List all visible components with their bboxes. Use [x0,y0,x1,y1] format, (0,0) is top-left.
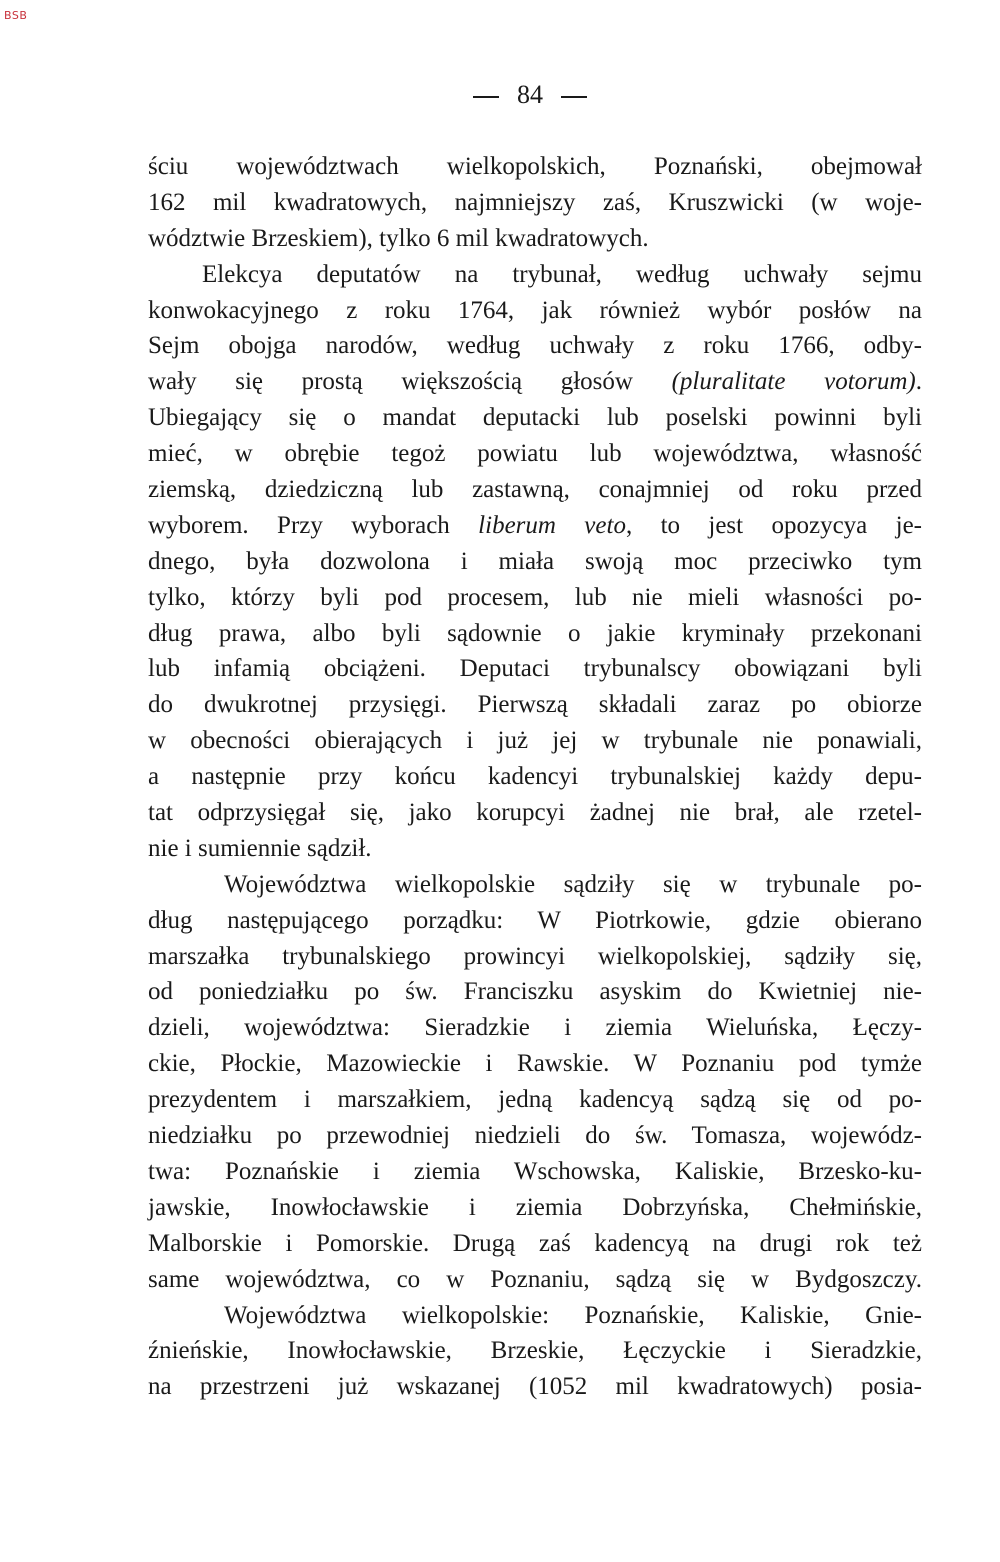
text-line: niedziałku po przewodniej niedzieli do św. Tomasza, wojewódz- [148,1122,922,1150]
text-line: Elekcya deputatów na trybunał, według uchwały sejmu [202,260,922,288]
text-line: dług prawa, albo byli sądownie o jakie kryminały przekonani [148,619,922,647]
text-line: w obecności obierających i już jej w trybunale nie ponawiali, [148,727,922,755]
library-watermark: BSB [4,9,28,22]
text-line: ściu województwach wielkopolskich, Poznański, obejmował [148,153,922,180]
text-line: od poniedziałku po św. Franciszku asyskim do Kwietniej nie- [148,978,922,1006]
text-line: wyborem. Przy wyborach liberum veto, to jest opozycya je- [148,511,922,539]
text-line: prezydentem i marszałkiem, jedną kadencyą sądzą się od po- [148,1086,922,1114]
header-dash-left [473,96,499,98]
text-line: same województwa, co w Poznaniu, sądzą się w Bydgoszczy. [148,1265,922,1293]
text-line: twa: Poznańskie i ziemia Wschowska, Kaliskie, Brzesko-ku- [148,1157,922,1185]
text-line: nie i sumiennie sądził. [148,834,372,862]
text-line: Województwa wielkopolskie sądziły się w trybunale po- [224,870,922,898]
text-line: Sejm obojga narodów, według uchwały z roku 1766, odby- [148,332,922,360]
text-line: Województwa wielkopolskie: Poznańskie, Kaliskie, Gnie- [224,1301,922,1329]
text-line: źnieńskie, Inowłocławskie, Brzeskie, Łęczyckie i Sieradzkie, [148,1337,922,1365]
text-line: do dwukrotnej przysięgi. Pierwszą składali zaraz po obiorze [148,691,922,719]
header-dash-right [561,96,587,98]
text-line: lub infamią obciążeni. Deputaci trybunalscy obowiązani byli [148,655,922,683]
page-header [0,80,1000,110]
text-line: dzieli, województwa: Sieradzkie i ziemia Wieluńska, Łęczy- [148,1014,922,1042]
text-line: dnego, była dozwolona i miała swoją moc przeciwko tym [148,547,922,575]
text-line: konwokacyjnego z roku 1764, jak również wybór posłów na [148,296,922,324]
body-text [148,149,922,1405]
page-number: 84 [517,80,543,109]
text-line: tat odprzysięgał się, jako korupcyi żadnej nie brał, ale rzetel- [148,799,922,827]
text-line: mieć, w obrębie tegoż powiatu lub województwa, własność [148,440,922,468]
text-line: a następnie przy końcu kadencyi trybunalskiej każdy depu- [148,763,922,791]
text-line: marszałka trybunalskiego prowincyi wielkopolskiej, sądziły się, [148,942,922,970]
text-line: na przestrzeni już wskazanej (1052 mil kwadratowych) posia- [148,1373,922,1401]
text-line: ckie, Płockie, Mazowieckie i Rawskie. W Poznaniu pod tymże [148,1050,922,1078]
latin-phrase: (pluralitate votorum) [671,368,916,396]
text-line: 162 mil kwadratowych, najmniejszy zaś, Kruszwicki (w woje- [148,188,922,216]
text-line: wały się prostą większością głosów (pluralitate votorum). [148,368,922,396]
text-line: ziemską, dziedziczną lub zastawną, conajmniej od roku przed [148,476,922,504]
text-line: wództwie Brzeskiem), tylko 6 mil kwadratowych. [148,224,649,252]
text-line: jawskie, Inowłocławskie i ziemia Dobrzyńska, Chełmińskie, [148,1193,922,1221]
text-line: dług następującego porządku: W Piotrkowie, gdzie obierano [148,906,922,934]
latin-phrase: liberum veto [478,511,626,539]
text-line: Malborskie i Pomorskie. Drugą zaś kadencyą na drugi rok też [148,1229,922,1257]
text-line: Ubiegający się o mandat deputacki lub poselski powinni byli [148,404,922,432]
text-line: tylko, którzy byli pod procesem, lub nie mieli własności po- [148,583,922,611]
